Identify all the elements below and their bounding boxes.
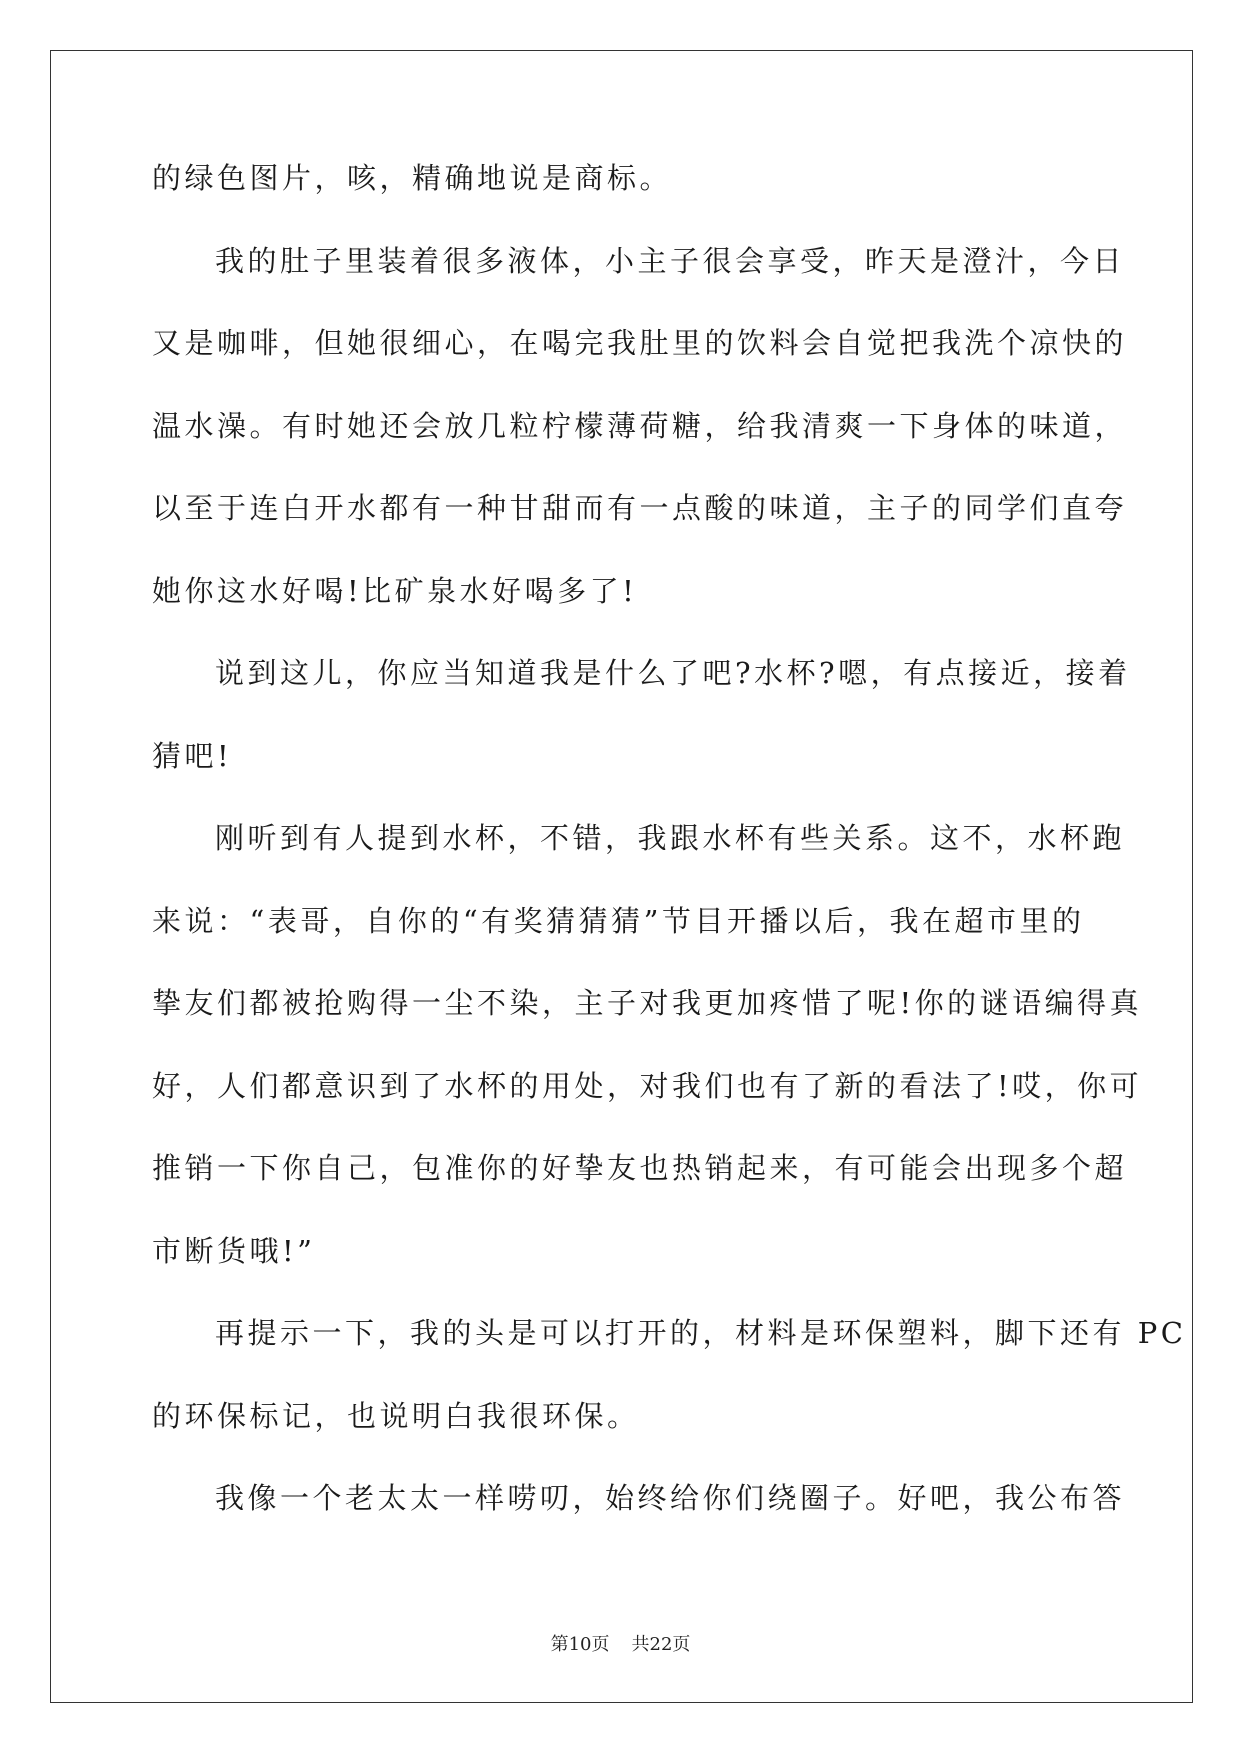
page-total: 共22页 bbox=[631, 1634, 691, 1655]
text-line: 再提示一下，我的头是可以打开的，材料是环保塑料，脚下还有 PC bbox=[215, 1316, 1187, 1350]
page-number: 第10页 bbox=[550, 1634, 610, 1655]
page-footer bbox=[0, 1630, 1241, 1656]
text-line: 又是咖啡，但她很细心，在喝完我肚里的饮料会自觉把我洗个凉快的 bbox=[152, 326, 1128, 360]
text-line: 挚友们都被抢购得一尘不染，主子对我更加疼惜了呢!你的谜语编得真 bbox=[152, 986, 1143, 1020]
text-line: 的环保标记，也说明白我很环保。 bbox=[152, 1398, 640, 1433]
text-line: 温水澡。有时她还会放几粒柠檬薄荷糖，给我清爽一下身体的味道， bbox=[152, 408, 1128, 443]
text-line: 刚听到有人提到水杯，不错，我跟水杯有些关系。这不，水杯跑 bbox=[215, 821, 1126, 855]
text-line: 她你这水好喝!比矿泉水好喝多了! bbox=[152, 573, 638, 608]
text-line: 我的肚子里装着很多液体，小主子很会享受，昨天是澄汁，今日 bbox=[215, 243, 1126, 278]
text-line: 来说：“表哥，自你的“有奖猜猜猜”节目开播以后，我在超市里的 bbox=[152, 903, 1085, 938]
text-line: 以至于连白开水都有一种甘甜而有一点酸的味道，主子的同学们直夸 bbox=[152, 491, 1128, 525]
text-line: 的绿色图片，咳，精确地说是商标。 bbox=[152, 161, 673, 195]
text-line: 市断货哦!” bbox=[152, 1233, 316, 1268]
text-line: 我像一个老太太一样唠叨，始终给你们绕圈子。好吧，我公布答 bbox=[215, 1481, 1126, 1515]
text-line: 猜吧! bbox=[152, 738, 233, 773]
document-body bbox=[152, 160, 1187, 1563]
text-line: 说到这儿，你应当知道我是什么了吧?水杯?嗯，有点接近，接着 bbox=[215, 656, 1131, 690]
text-line: 推销一下你自己，包准你的好挚友也热销起来，有可能会出现多个超 bbox=[152, 1151, 1128, 1185]
text-line: 好，人们都意识到了水杯的用处，对我们也有了新的看法了!哎，你可 bbox=[152, 1068, 1143, 1103]
